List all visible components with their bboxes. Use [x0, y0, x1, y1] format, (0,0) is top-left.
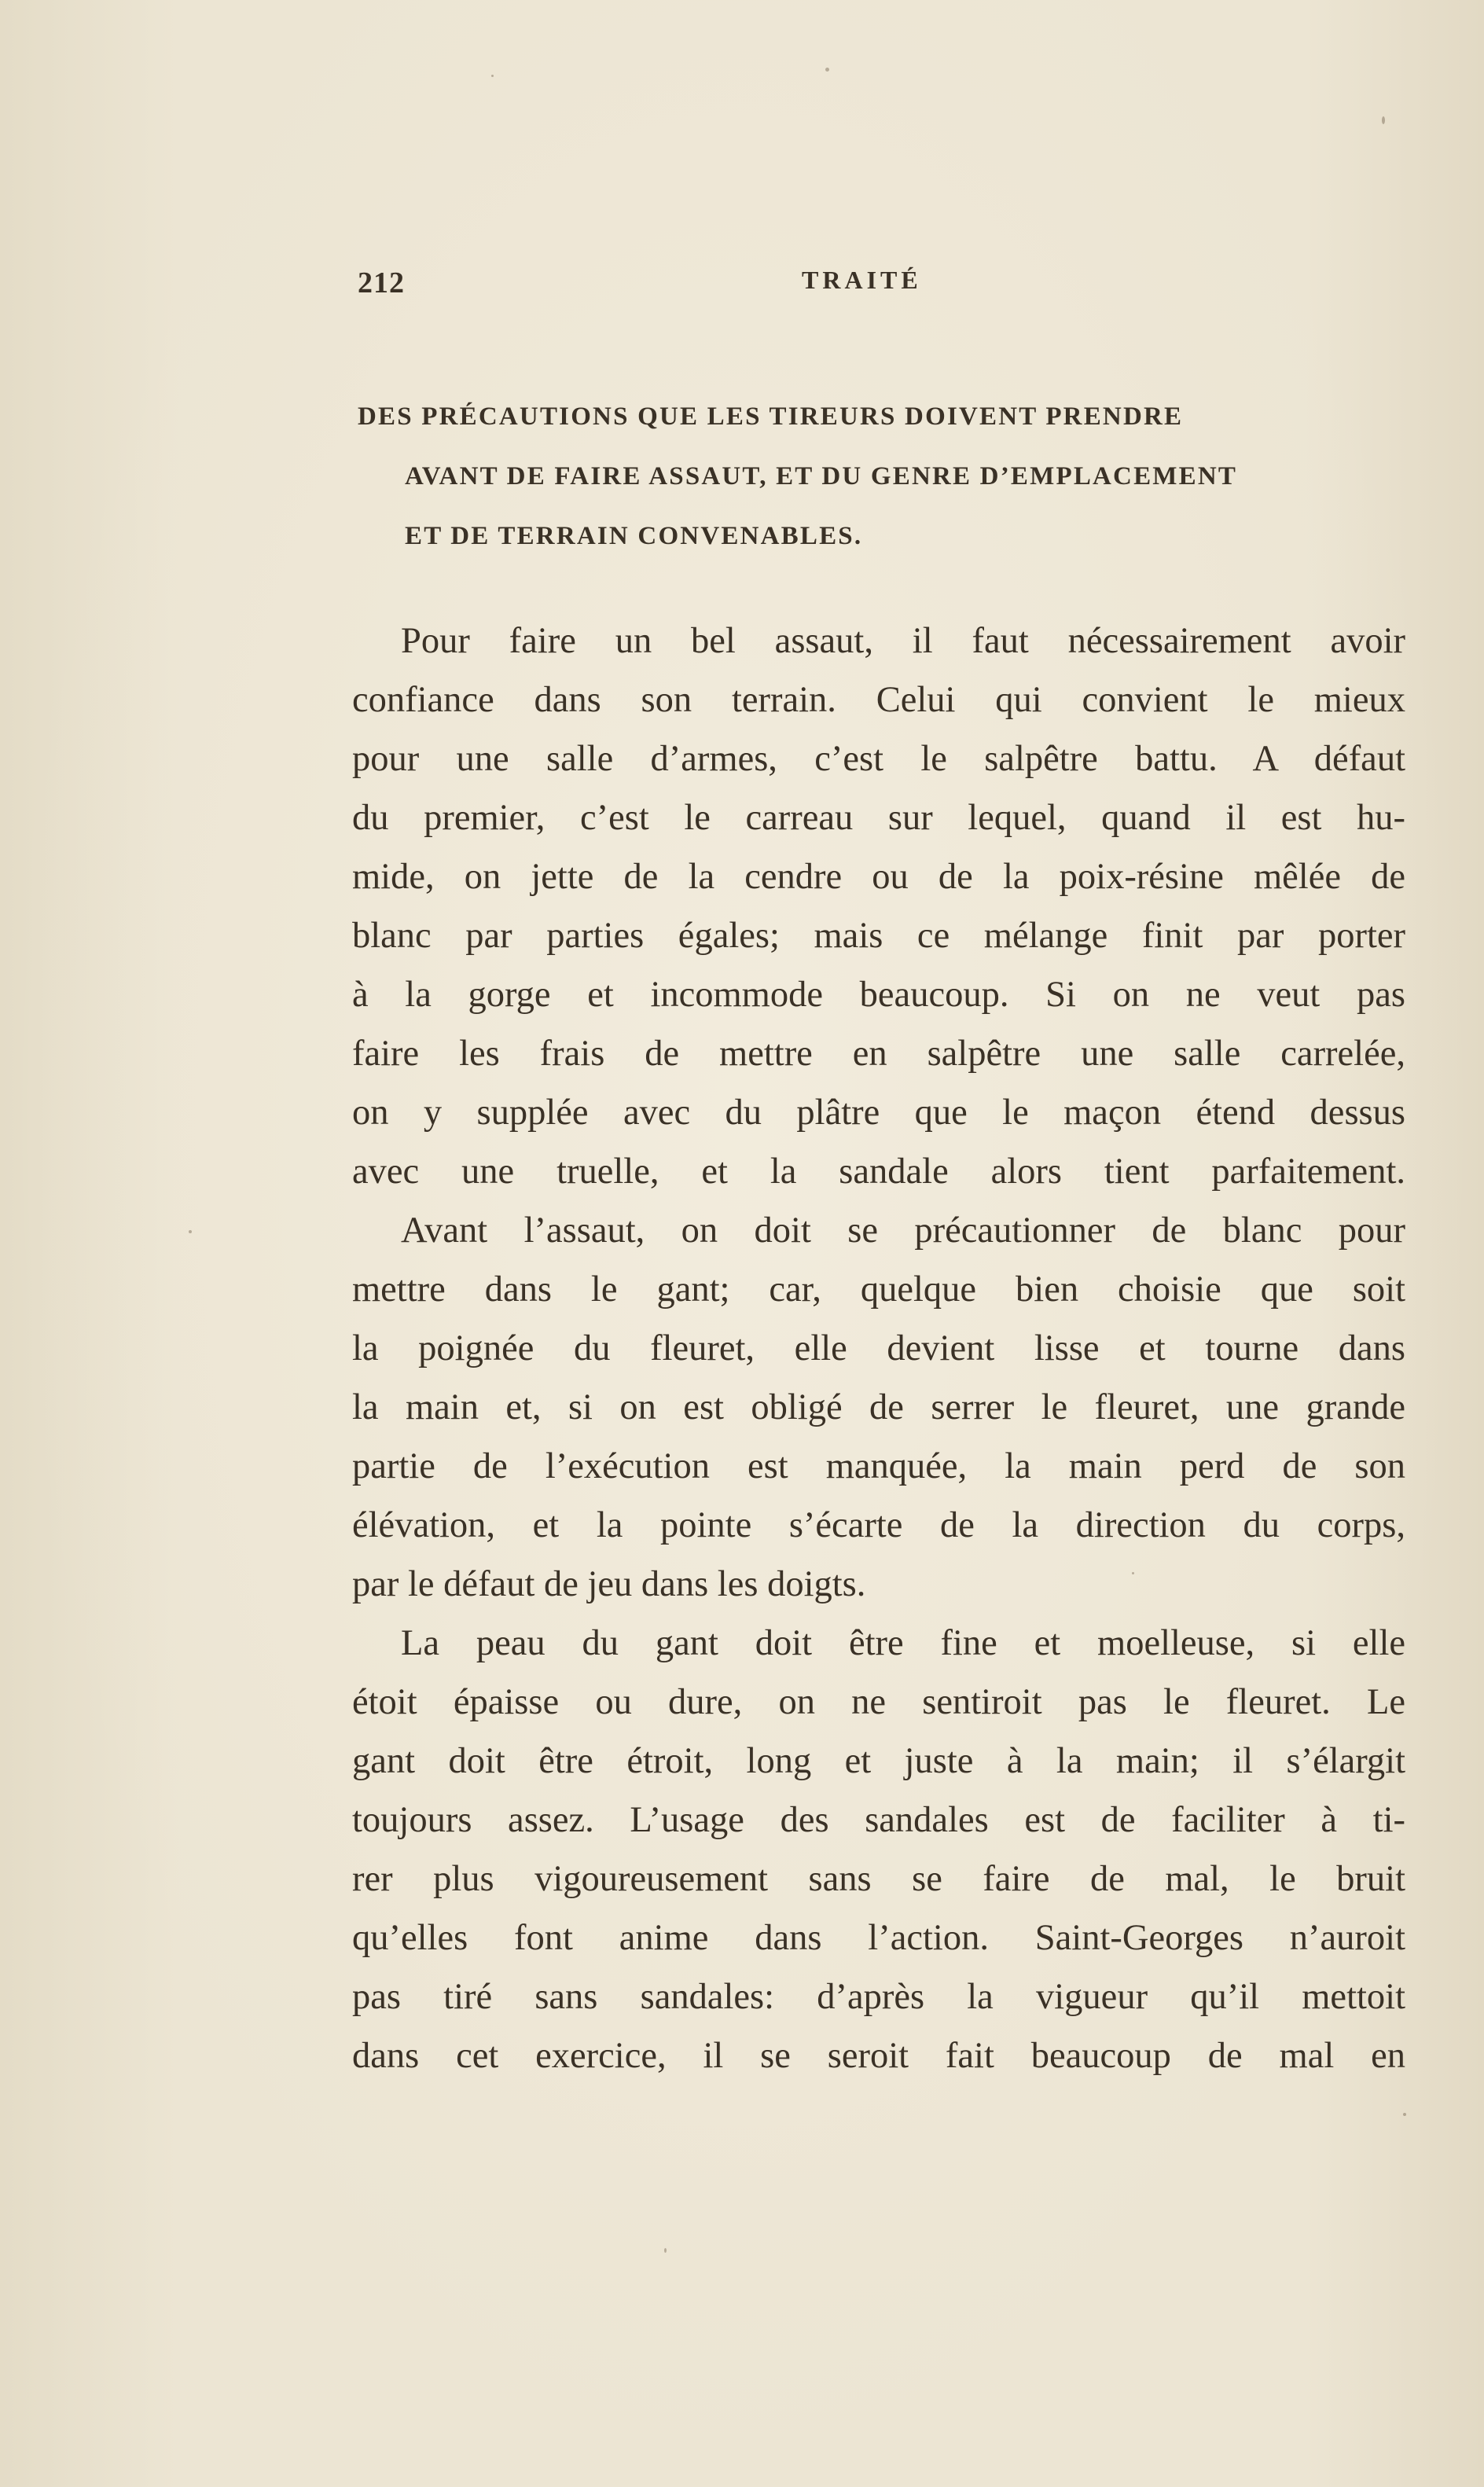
text-line: rer plus vigoureusement sans se faire de mal, le bruit	[352, 1859, 1405, 1899]
text-line: blanc par parties égales; mais ce mélange finit par porter	[352, 916, 1405, 956]
paragraph-gant	[352, 1614, 1405, 2085]
page-number: 212	[358, 266, 405, 299]
text-line: par le défaut de jeu dans les doigts.	[352, 1564, 866, 1604]
paper-speck	[825, 68, 829, 72]
text-line: avec une truelle, et la sandale alors tient parfaitement.	[352, 1152, 1405, 1192]
running-title: TRAITÉ	[802, 266, 922, 294]
text-line: la poignée du fleuret, elle devient lisse et tourne dans	[352, 1328, 1405, 1368]
text-line: gant doit être étroit, long et juste à la main; il s’élargit	[352, 1741, 1405, 1781]
section-heading-line: AVANT DE FAIRE ASSAUT, ET DU GENRE D’EMPLACEMENT	[405, 462, 1238, 490]
text-line: Avant l’assaut, on doit se précautionner de blanc pour	[401, 1210, 1405, 1251]
text-line: Pour faire un bel assaut, il faut nécessairement avoir	[401, 621, 1405, 661]
paper-speck	[1403, 2113, 1406, 2116]
body-text	[352, 612, 1405, 2085]
text-line: confiance dans son terrain. Celui qui convient le mieux	[352, 680, 1405, 720]
text-line: La peau du gant doit être fine et moelleuse, si elle	[401, 1623, 1405, 1663]
text-line: partie de l’exécution est manquée, la main perd de son	[352, 1446, 1405, 1486]
paragraph-blanc	[352, 1201, 1405, 1614]
text-line: la main et, si on est obligé de serrer le fleuret, une grande	[352, 1387, 1405, 1427]
paragraph-terrain	[352, 612, 1405, 1201]
paper-speck	[1132, 1572, 1134, 1574]
text-line: qu’elles font anime dans l’action. Saint-Georges n’auroit	[352, 1918, 1405, 1958]
paper-speck	[189, 1230, 192, 1233]
section-heading-line: ET DE TERRAIN CONVENABLES.	[405, 522, 863, 550]
paper-speck	[491, 75, 494, 77]
text-line: dans cet exercice, il se seroit fait beaucoup de mal en	[352, 2036, 1405, 2076]
text-line: mettre dans le gant; car, quelque bien choisie que soit	[352, 1269, 1405, 1310]
text-line: pas tiré sans sandales: d’après la vigueur qu’il mettoit	[352, 1977, 1405, 2017]
text-line: à la gorge et incommode beaucoup. Si on ne veut pas	[352, 975, 1405, 1015]
text-line: étoit épaisse ou dure, on ne sentiroit pas le fleuret. Le	[352, 1682, 1405, 1722]
text-line: on y supplée avec du plâtre que le maçon étend dessus	[352, 1093, 1405, 1133]
text-line: toujours assez. L’usage des sandales est de faciliter à ti-	[352, 1800, 1405, 1840]
paper-speck	[664, 2248, 667, 2253]
text-line: élévation, et la pointe s’écarte de la direction du corps,	[352, 1505, 1405, 1545]
text-line: faire les frais de mettre en salpêtre une salle carrelée,	[352, 1034, 1405, 1074]
paper-speck	[1382, 116, 1385, 124]
running-head	[358, 266, 1403, 305]
text-line: pour une salle d’armes, c’est le salpêtre battu. A défaut	[352, 739, 1405, 779]
text-line: du premier, c’est le carreau sur lequel, quand il est hu-	[352, 798, 1405, 838]
section-heading-line: DES PRÉCAUTIONS QUE LES TIREURS DOIVENT PRENDRE	[358, 402, 1184, 431]
section-heading	[358, 387, 1411, 566]
text-line: mide, on jette de la cendre ou de la poix-résine mêlée de	[352, 857, 1405, 897]
